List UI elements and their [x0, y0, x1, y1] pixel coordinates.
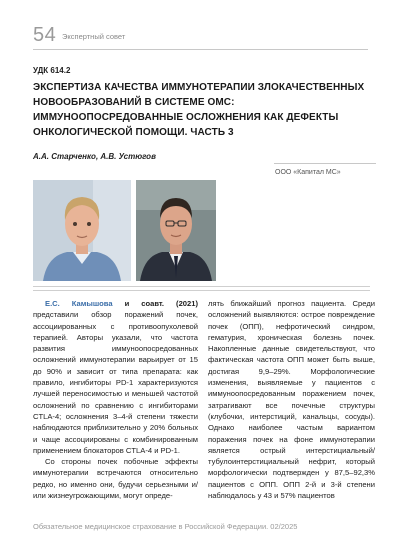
- author-photo-2: [136, 180, 216, 281]
- paragraph: [33, 298, 198, 456]
- author-affiliation: ООО «Капитал МС»: [275, 169, 341, 176]
- author-photo-1: [33, 180, 131, 281]
- cited-author: Е.С. Камышова: [45, 299, 113, 308]
- header-divider: [33, 49, 368, 50]
- udk-code: УДК 614.2: [33, 66, 71, 75]
- paragraph: лять ближайший прогноз пациента. Среди осложнений выявляются: острое повреждение почек (ОПП), нефротический синдром, гематурия, хроническая болезнь почек. Накопленные данные свидетельствуют, что фактическая частота ОПП может быть выше, достигая 9,9–29%. Морфологические изменения, выявляемые у пациентов с иммуноопосредованным поражением почек, затрагивают все почечные структуры (клубочки, интерстиций, канальцы, сосуды). Однако наиболее частым вариантом поражения почек на фоне иммунотерапии является острый интерстициальный/тубулоинтерстициальный нефрит, который морфологически подтвержден у 87,5–92,3% пациентов с ОПП. ОПП 2-й и 3-й степени наблюдалось у 43 и 57% пациентов: [208, 299, 375, 501]
- article-title: ЭКСПЕРТИЗА КАЧЕСТВА ИММУНОТЕРАПИИ ЗЛОКАЧЕСТВЕННЫХ НОВООБРАЗОВАНИЙ В СИСТЕМЕ ОМС: ИММУНООПОСРЕДОВАННЫЕ ОСЛОЖНЕНИЯ КАК ДЕФЕКТЫ ОНКОЛОГИЧЕСКОЙ ПОМОЩИ. ЧАСТЬ 3: [33, 82, 365, 138]
- body-column-left: [33, 298, 198, 501]
- citation-year: и соавт. (2021): [112, 299, 198, 308]
- paragraph-text: представили обзор поражений почек, ассоциированных с противоопухолевой терапией. Авторы указали, что частота развития иммуноопосредованных осложнений иммунотерапии варьирует от 15 до 90% и зависит от типа препарата: как правило, ингибиторы PD-1 характеризуются лучшей переносимостью и меньшей частотой осложнений по сравнению с ингибиторами CTLA-4; осложнения 3–4-й степени тяжести наблюдаются приблизительно у 20% больных и чаще ассоциированы с комбинированным применением блокаторов CTLA-4 и PD-1.: [33, 310, 198, 455]
- section-divider-top: [33, 286, 370, 287]
- page-number: 54: [33, 24, 57, 46]
- article-authors: А.А. Старченко, А.В. Устюгов: [33, 152, 156, 161]
- paragraph: Со стороны почек побочные эффекты иммунотерапии встречаются относительно редко, но именно они, будучи серьезными и/или жизнеугрожающими, могут опреде-: [33, 457, 198, 501]
- affiliation-divider: [274, 163, 376, 164]
- journal-footer: Обязательное медицинское страхование в Российской Федерации. 02/2025: [33, 522, 298, 531]
- body-column-right: [208, 298, 375, 501]
- section-label: Экспертный совет: [62, 32, 126, 41]
- section-divider-bottom: [33, 290, 370, 291]
